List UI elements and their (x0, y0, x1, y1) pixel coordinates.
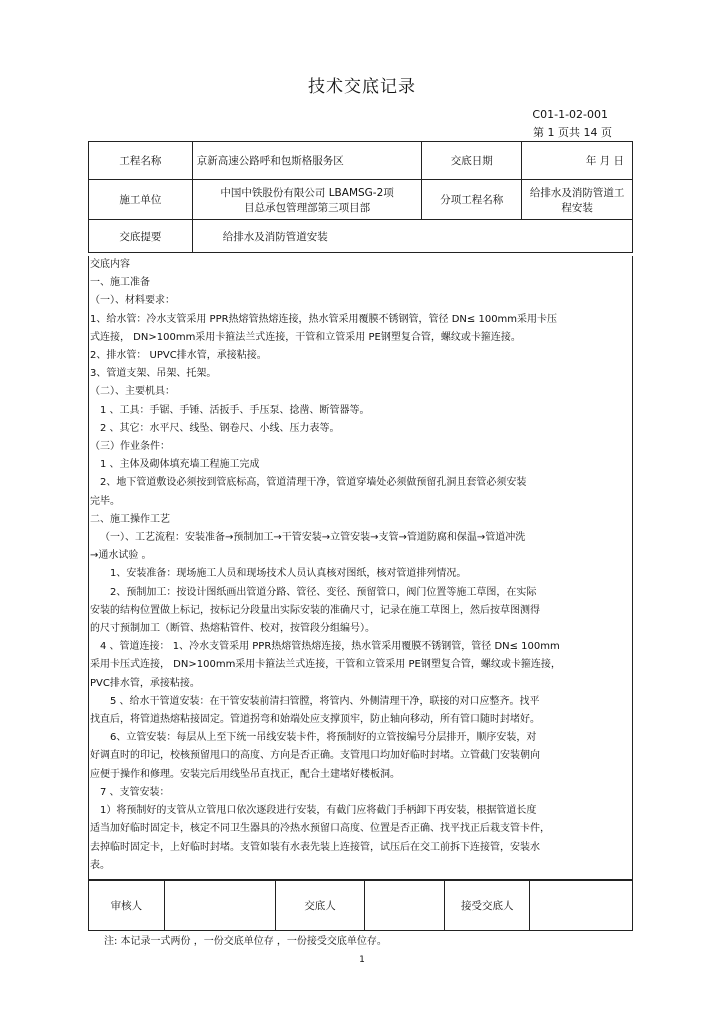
content-line: 1 、主体及砌体填充墙工程施工完成 (100, 459, 260, 471)
discloser-label: 交底人 (275, 881, 365, 931)
document-number: C01-1-02-001 (532, 108, 608, 121)
header-table (88, 141, 633, 253)
content-line: 适当加好临时固定卡，核定不同卫生器具的冷热水预留口高度、位置是否正确、找平找正后栽支管卡件， (90, 823, 550, 835)
content-line: 3、管道支架、吊架、托架。 (90, 368, 217, 380)
footer-note: 注: 本记录一式两份 ，一份交底单位存 ，一份接受交底单位存。 (104, 936, 387, 947)
content-line: 完毕。 (90, 495, 120, 507)
contractor-line-1: 中国中铁股份有限公司 LBAMSG-2项 (220, 186, 394, 199)
content-line: 4 、管道连接： 1、冷水支管采用 PPR热熔管热熔连接，热水管采用覆膜不锈钢管，管径 DN≤ 100mm (100, 641, 560, 653)
content-line: 采用卡压式连接， DN>100mm采用卡箍法兰式连接，干管和立管采用 PE钢塑复合管，螺纹或卡箍连接， (90, 659, 561, 671)
disclosure-content (88, 256, 633, 880)
content-line: 1、给水管：冷水支管采用 PPR热熔管热熔连接，热水管采用覆膜不锈钢管，管径 DN≤ 100mm采用卡压 (90, 313, 558, 325)
page-number: 1 (359, 955, 365, 965)
content-line: 表。 (90, 859, 110, 871)
content-line: 的尺寸预制加工（断管、热熔粘管件、校对，按管段分组编号）。 (90, 623, 375, 635)
contractor-value (192, 180, 422, 220)
reviewer-signature-cell[interactable] (164, 881, 275, 931)
content-line: 1、安装准备：现场施工人员和现场技术人员认真核对图纸，核对管道排列情况。 (110, 568, 467, 580)
content-line: （二）、主要机具： (90, 386, 175, 398)
content-line: 一、施工准备 (90, 277, 150, 289)
content-line: 5 、给水干管道安装：在干管安装前清扫管膛，将管内、外侧清理干净，联接的对口应整齐。找平 (110, 695, 540, 707)
reviewer-label: 审核人 (89, 881, 165, 931)
content-line: 1）将预制好的支管从立管甩口依次逐段进行安装，有截门应将截门手柄卸下再安装，根据管道长度 (100, 805, 537, 817)
disclosure-date-label: 交底日期 (422, 142, 522, 180)
content-line: 2、地下管道敷设必须按到管底标高，管道清理干净，管道穿墙处必须做预留孔洞且套管必须安装 (100, 477, 527, 489)
document-title: 技术交底记录 (308, 77, 416, 97)
content-line: 二、施工操作工艺 (90, 513, 170, 525)
content-line: 应便于操作和修理。安装完后用线坠吊直找正，配合土建堵好楼板洞。 (90, 768, 400, 780)
content-line: 式连接， DN>100mm采用卡箍法兰式连接，干管和立管采用 PE钢塑复合管，螺纹或卡箍连接。 (90, 331, 521, 343)
contractor-line-2: 目总承包管理部第三项目部 (244, 201, 371, 214)
content-line: 7 、支管安装： (100, 786, 170, 798)
receiver-signature-cell[interactable] (530, 881, 633, 931)
content-line: 交底内容 (90, 259, 130, 270)
content-line: （三）作业条件： (90, 441, 170, 453)
content-line: PVC排水管，承接粘接。 (90, 677, 200, 689)
content-line: 6、立管安装：每层从上至下统一吊线安装卡件，将预制好的立管按编号分层排开，顺序安装，对 (110, 732, 537, 744)
content-line: 2 、其它：水平尺、线坠、钢卷尺、小线、压力表等。 (100, 422, 340, 434)
content-line: 好调直时的印记，校核预留甩口的高度、方向是否正确。支管甩口均加好临时封堵。立管截门安装朝向 (90, 750, 540, 762)
subproject-line-1: 给排水及消防管道工 (529, 186, 625, 199)
content-line: →通水试验 。 (90, 550, 152, 562)
content-line: 2、预制加工：按设计图纸画出管道分路、管径、变径、预留管口，阀门位置等施工草图，在实际 (110, 586, 537, 598)
disclosure-date-value: 年 月 日 (522, 142, 633, 180)
content-line: 安装的结构位置做上标记，按标记分段量出实际安装的准确尺寸，记录在施工草图上，然后按草图测得 (90, 604, 540, 616)
content-line: （一）、材料要求： (90, 295, 175, 307)
contractor-label: 施工单位 (89, 180, 193, 220)
summary-value: 给排水及消防管道安装 (192, 220, 632, 253)
summary-label: 交底提要 (89, 220, 193, 253)
discloser-signature-cell[interactable] (365, 881, 445, 931)
page-count: 第 1 页共 14 页 (533, 126, 612, 139)
subproject-value (522, 180, 633, 220)
subproject-label: 分项工程名称 (422, 180, 522, 220)
project-name-value: 京新高速公路呼和包斯格服务区 (192, 142, 422, 180)
content-line: 去掉临时固定卡，上好临时封堵。支管如装有水表先装上连接管，试压后在交工前拆下连接管，安装水 (90, 841, 540, 853)
project-name-label: 工程名称 (89, 142, 193, 180)
content-line: （一）、工艺流程：安装准备→预制加工→干管安装→立管安装→支管→管道防腐和保温→管道冲洗 (100, 532, 526, 544)
content-line: 1 、工具：手锯、手锤、活扳手、手压泵、捻凿、断管器等。 (100, 404, 370, 416)
content-line: 2、排水管： UPVC排水管，承接粘接。 (90, 350, 267, 362)
receiver-label: 接受交底人 (445, 881, 530, 931)
subproject-line-2: 程安装 (561, 201, 593, 214)
signoff-table (88, 880, 633, 931)
content-line: 找直后，将管道热熔粘接固定。管道拐弯和始端处应支撑顶牢，防止轴向移动，所有管口随时封堵好。 (90, 714, 540, 726)
